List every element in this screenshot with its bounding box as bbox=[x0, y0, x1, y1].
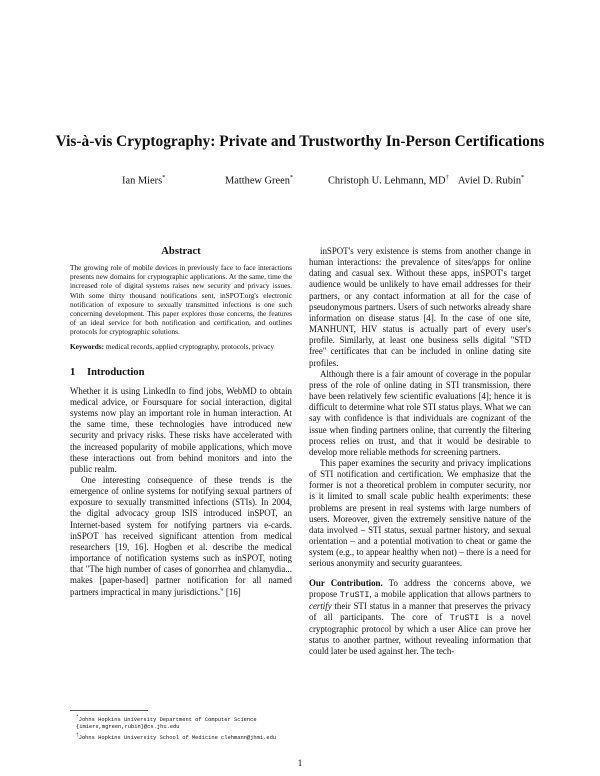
footnote: †Johns Hopkins University School of Medicine clehmann@jhmi.edu bbox=[76, 732, 277, 741]
paragraph: One interesting consequence of these trends is the emergence of online systems for notifying sexual partners of exposure to sexually transmitted infections (STIs). In 2004, the digital advocacy group ISIS introduced inSPOT, an Internet-based system for notifying partners via e-cards. inSPOT has received significant attention from medical researchers [19, 16]. Hogben et al. describe the medical importance of notification systems such as inSPOT, noting that "The high number of cases of gonorrhea and chlamydia... makes [paper-based] partner notification for all named partners impractical in many jurisdictions." [16] bbox=[70, 474, 292, 597]
system-name: TruSTI bbox=[449, 614, 480, 623]
keywords-text: medical records, applied cryptography, protocols, privacy bbox=[105, 342, 274, 352]
author-name: Aviel D. Rubin* bbox=[458, 174, 525, 187]
page-number: 1 bbox=[297, 758, 303, 768]
paragraph: inSPOT's very existence is stems from another change in human interactions: the prevalence of sites/apps for online dating and casual sex. Without these apps, inSPOT's target audience would be unlikely to have email addresses for their partners, or any contact information at all for the case of pseudonymous partners. Users of such networks already share information on disease status [4]. In the case of one site, MANHUNT, HIV status is actually part of every user's profile. Similarly, at least one business sells digital "STD free" certificates that can be included in online dating site profiles. bbox=[309, 246, 531, 368]
left-column bbox=[70, 246, 292, 598]
author-name: Christoph U. Lehmann, MD† bbox=[328, 174, 449, 187]
paragraph: Whether it is using LinkedIn to find jobs, WebMD to obtain medical advice, or Foursquare for social interaction, digital systems now play an important role in human interaction. At the same time, these technologies have introduced new security and privacy risks. These risks have accelerated with the increased popularity of mobile applications, which move these interactions out from behind monitors and into the public realm. bbox=[70, 385, 292, 474]
keywords-label: Keywords: bbox=[70, 342, 105, 352]
paper-title: Vis-à-vis Cryptography: Private and Trustworthy In-Person Certifications bbox=[55, 133, 545, 150]
paragraph: This paper examines the security and privacy implications of STI notification and certification. We emphasize that the former is not a theoretical problem in computer security, nor is it limited to small scale public health experiments: these problems are present in real systems with large numbers of users. Moreover, given the extremely sensitive nature of the data involved – STI status, sexual partner history, and sexual orientation – and a potential motivation to cheat or game the system (e.g., to appear healthy when not) – there is a need for serious anonymity and security guarantees. bbox=[309, 457, 531, 569]
abstract-text: The growing role of mobile devices in previously face to face interactions presents new domains for cryptographic applications. At the same, time the increased role of digital systems raises new security and privacy issues. With some thirty thousand notifications sent, inSPOT.org's electronic notification of exposure to sexually transmitted infections is one such concerning development. This paper explores those concerns, the features of an ideal service for both notification and certification, and outlines protocols for cryptographic solutions. bbox=[70, 263, 292, 337]
contribution-label: Our Contribution. bbox=[309, 577, 383, 588]
footnote: *Johns Hopkins University Department of Computer Science {imiers,mgreen,rubin}@cs.jhu.edu bbox=[76, 715, 257, 731]
footnotes bbox=[70, 710, 292, 742]
contribution-paragraph: Our Contribution. To address the concerns above, we propose TruSTI, a mobile application that allows partners to certify their STI status in a manner that preserves the privacy of all participants. The core of TruSTI is a novel cryptographic protocol by which a user Alice can prove her status to another partner, without revealing information that could later be used against her. The tech- bbox=[309, 577, 532, 657]
author-name: Ian Miers* bbox=[122, 174, 166, 187]
emphasis: certify bbox=[309, 600, 332, 611]
author-name: Matthew Green* bbox=[225, 174, 294, 187]
system-name: TruSTI bbox=[339, 590, 370, 600]
section-heading: 1 Introduction bbox=[70, 366, 145, 378]
right-column bbox=[309, 246, 531, 658]
paragraph: Although there is a fair amount of coverage in the popular press of the role of online dating in STI transmission, there have been relatively few scientific evaluations [4]; hence it is difficult to determine what role STI status plays. What we can say with confidence is that individuals are cognizant of the issue when finding partners online, that currently the filtering process relies on trust, and that it would be desirable to develop more reliable methods for screening partners. bbox=[309, 368, 531, 457]
keywords bbox=[70, 342, 292, 351]
footnote-rule bbox=[70, 710, 148, 711]
abstract-heading: Abstract bbox=[161, 246, 201, 257]
